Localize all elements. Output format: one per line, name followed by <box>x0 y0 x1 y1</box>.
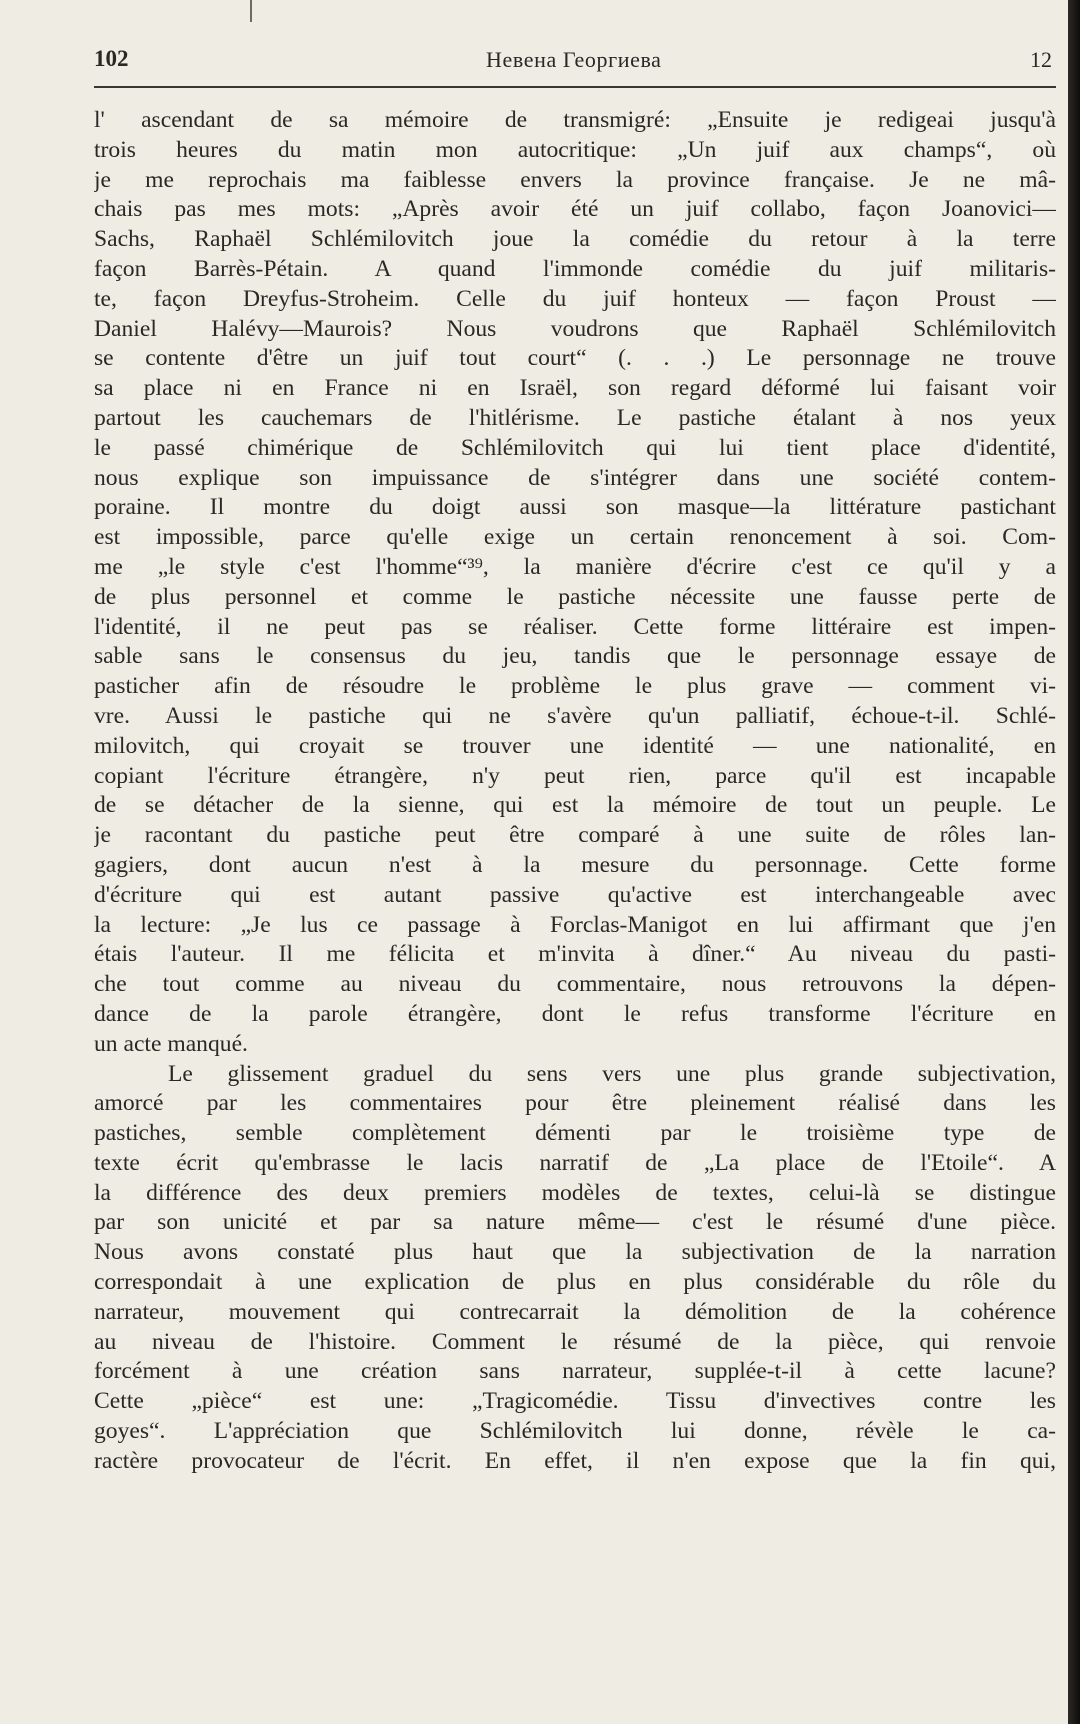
text-line: la différence des deux premiers modèles de textes, celui-là se distingue <box>94 1179 1056 1206</box>
text-line: dance de la parole étrangère, dont le refus transforme l'écriture en <box>94 1000 1056 1027</box>
text-line: pasticher afin de résoudre le problème le plus grave — comment vi- <box>94 673 1056 700</box>
text-line: te, façon Dreyfus-Stroheim. Celle du juif honteux — façon Proust — <box>94 285 1056 312</box>
text-line: poraine. Il montre du doigt aussi son masque—la littérature pastichant <box>94 494 1056 521</box>
text-line: Cette „pièce“ est une: „Tragicomédie. Tissu d'invectives contre les <box>94 1388 1056 1415</box>
text-line: sable sans le consensus du jeu, tandis que le personnage essaye de <box>94 643 1056 670</box>
text-line: Sachs, Raphaël Schlémilovitch joue la comédie du retour à la terre <box>94 226 1056 253</box>
text-line: le passé chimérique de Schlémilovitch qui lui tient place d'identité, <box>94 434 1056 461</box>
text-line: amorcé par les commentaires pour être pleinement réalisé dans les <box>94 1090 1056 1117</box>
text-line: la lecture: „Je lus ce passage à Forclas-Manigot en lui affirmant que j'en <box>94 911 1056 938</box>
text-line: est impossible, parce qu'elle exige un certain renoncement à soi. Com- <box>94 524 1056 551</box>
text-line: de se détacher de la sienne, qui est la mémoire de tout un peuple. Le <box>94 792 1056 819</box>
scan-page-edge <box>1068 0 1080 1724</box>
text-line: par son unicité et par sa nature même— c'est le résumé d'une pièce. <box>94 1209 1056 1236</box>
text-line: vre. Aussi le pastiche qui ne s'avère qu'un palliatif, échoue-t-il. Schlé- <box>94 702 1056 729</box>
text-line: chais pas mes mots: „Après avoir été un juif collabo, façon Joanovici— <box>94 196 1056 223</box>
text-line: Nous avons constaté plus haut que la subjectivation de la narration <box>94 1239 1056 1266</box>
text-line: je racontant du pastiche peut être comparé à une suite de rôles lan- <box>94 822 1056 849</box>
text-line: d'écriture qui est autant passive qu'active est interchangeable avec <box>94 881 1056 908</box>
text-line: texte écrit qu'embrasse le lacis narratif de „La place de l'Etoile“. A <box>94 1149 1056 1176</box>
text-line: ractère provocateur de l'écrit. En effet, il n'en expose que la fin qui, <box>94 1447 1056 1474</box>
text-line: l'identité, il ne peut pas se réaliser. Cette forme littéraire est impen- <box>94 613 1056 640</box>
text-line: sa place ni en France ni en Israël, son regard déformé lui faisant voir <box>94 375 1056 402</box>
text-line: correspondait à une explication de plus en plus considérable du rôle du <box>94 1269 1056 1296</box>
page-header <box>94 46 1056 82</box>
text-line: partout les cauchemars de l'hitlérisme. Le pastiche étalant à nos yeux <box>94 404 1056 431</box>
page-number: 102 <box>94 46 129 71</box>
text-line: pastiches, semble complètement démenti par le troisième type de <box>94 1120 1056 1147</box>
body-text <box>94 106 1056 1477</box>
text-line: narrateur, mouvement qui contrecarrait la démolition de la cohérence <box>94 1298 1056 1325</box>
text-line: copiant l'écriture étrangère, n'y peut rien, parce qu'il est incapable <box>94 762 1056 789</box>
text-line: me „le style c'est l'homme“³⁹, la manière d'écrire c'est ce qu'il y a <box>94 553 1056 580</box>
text-line: che tout comme au niveau du commentaire, nous retrouvons la dépen- <box>94 971 1056 998</box>
running-head-author: Невена Георгиева <box>486 47 662 72</box>
scan-mark <box>250 0 252 22</box>
header-rule <box>94 86 1056 88</box>
text-line: Daniel Halévy—Maurois? Nous voudrons que Raphaël Schlémilovitch <box>94 315 1056 342</box>
text-line: l' ascendant de sa mémoire de transmigré: „Ensuite je redigeai jusqu'à <box>94 107 1056 133</box>
text-line: je me reprochais ma faiblesse envers la province française. Je ne mâ- <box>94 166 1056 193</box>
text-line: trois heures du matin mon autocritique: „Un juif aux champs“, où <box>94 136 1056 163</box>
text-line: façon Barrès-Pétain. A quand l'immonde comédie du juif militaris- <box>94 255 1056 282</box>
text-line: de plus personnel et comme le pastiche nécessite une fausse perte de <box>94 583 1056 610</box>
text-line: au niveau de l'histoire. Comment le résumé de la pièce, qui renvoie <box>94 1328 1056 1355</box>
text-line: nous explique son impuissance de s'intégrer dans une société contem- <box>94 464 1056 491</box>
text-line: étais l'auteur. Il me félicita et m'invita à dîner.“ Au niveau du pasti- <box>94 941 1056 968</box>
paragraph-last-line: un acte manqué. <box>94 1030 248 1057</box>
section-number: 12 <box>1030 47 1052 72</box>
paragraph-first-line: Le glissement graduel du sens vers une plus grande subjectivation, <box>168 1060 1056 1087</box>
text-line: se contente d'être un juif tout court“ (. . .) Le personnage ne trouve <box>94 345 1056 372</box>
text-line: goyes“. L'appréciation que Schlémilovitch lui donne, révèle le ca- <box>94 1418 1056 1445</box>
text-line: forcément à une création sans narrateur, supplée-t-il à cette lacune? <box>94 1358 1056 1385</box>
text-line: gagiers, dont aucun n'est à la mesure du personnage. Cette forme <box>94 851 1056 878</box>
text-line: milovitch, qui croyait se trouver une identité — une nationalité, en <box>94 732 1056 759</box>
